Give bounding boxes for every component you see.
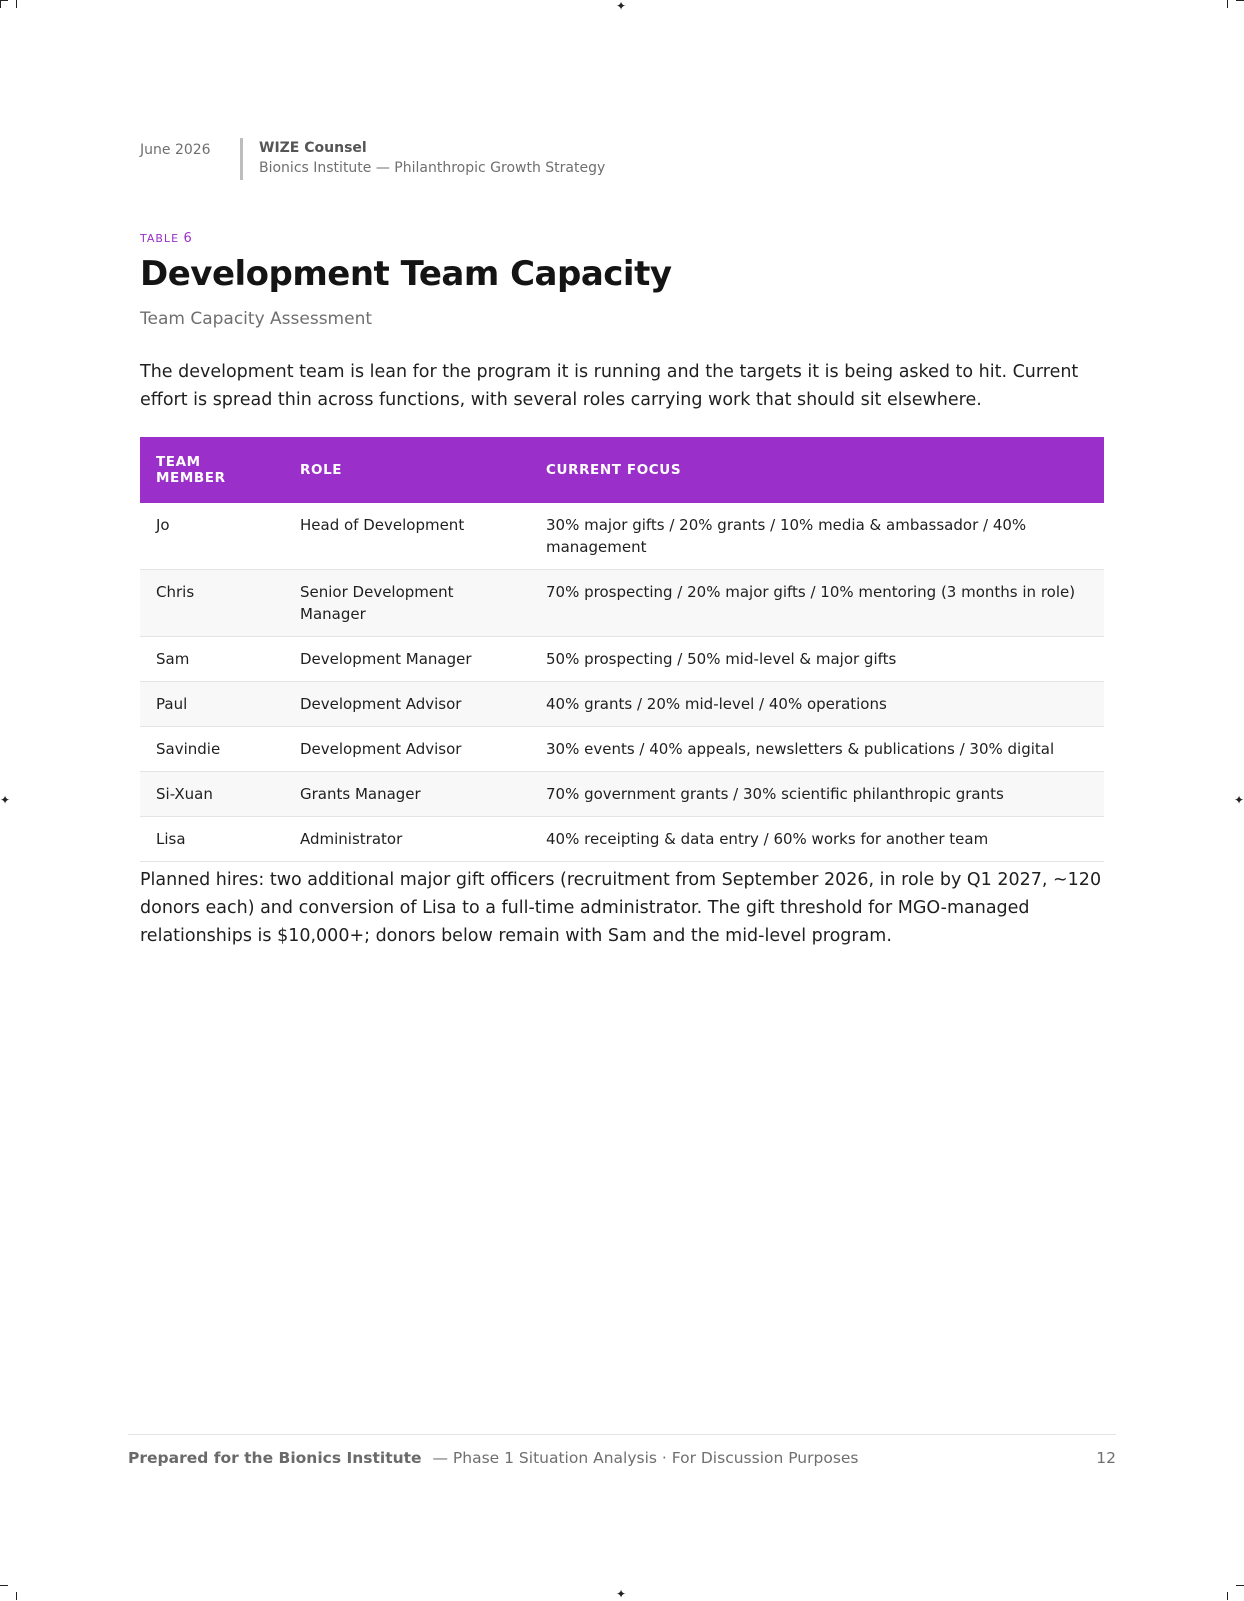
header-divider	[240, 138, 243, 180]
header-subtitle: Bionics Institute — Philanthropic Growth Strategy	[259, 160, 606, 176]
focus-cell: 30% events / 40% appeals, newsletters & publications / 30% digital	[530, 727, 1104, 772]
role-cell: Development Advisor	[284, 727, 530, 772]
role-cell: Development Advisor	[284, 682, 530, 727]
focus-cell: 70% prospecting / 20% major gifts / 10% mentoring (3 months in role)	[530, 570, 1104, 637]
crop-mark-top-right	[1236, 0, 1244, 1]
intro-paragraph: The development team is lean for the program it is running and the targets it is being asked to hit. Current effort is spread thin across functions, with several roles carrying work that should sit elsewhere.	[140, 362, 1079, 410]
team-capacity-table	[140, 437, 1104, 862]
crop-mark-bottom-right	[1236, 1585, 1244, 1586]
table-row	[140, 503, 1104, 570]
document-header	[140, 138, 605, 180]
page-number: 12	[1096, 1449, 1116, 1467]
team-member-cell: Jo	[140, 503, 284, 570]
registration-mark-icon: ✦	[1233, 793, 1244, 807]
team-member-cell: Si-Xuan	[140, 772, 284, 817]
focus-cell: 40% receipting & data entry / 60% works for another team	[530, 817, 1104, 862]
column-header-role: ROLE	[284, 437, 530, 503]
page-title: Development Team Capacity	[140, 254, 672, 294]
focus-cell: 30% major gifts / 20% grants / 10% media & ambassador / 40% management	[530, 503, 1104, 570]
focus-cell: 70% government grants / 30% scientific philanthropic grants	[530, 772, 1104, 817]
team-member-cell: Lisa	[140, 817, 284, 862]
table-row	[140, 772, 1104, 817]
table-row	[140, 682, 1104, 727]
header-org-block	[259, 138, 605, 178]
table-eyebrow	[140, 231, 192, 246]
table-header-row	[140, 437, 1104, 503]
registration-mark-icon: ✦	[616, 1587, 627, 1601]
focus-cell: 50% prospecting / 50% mid-level & major gifts	[530, 637, 1104, 682]
footer-divider	[128, 1434, 1116, 1435]
crop-mark-top-left	[16, 0, 17, 8]
role-cell: Senior Development Manager	[284, 570, 530, 637]
page-footer	[128, 1449, 859, 1467]
role-cell: Grants Manager	[284, 772, 530, 817]
table-row	[140, 727, 1104, 772]
role-cell: Administrator	[284, 817, 530, 862]
crop-mark-top-right	[1227, 0, 1228, 8]
page-subtitle: Team Capacity Assessment	[140, 309, 373, 329]
crop-mark-top-left	[0, 0, 8, 1]
role-cell: Development Manager	[284, 637, 530, 682]
team-member-cell: Savindie	[140, 727, 284, 772]
table-row	[140, 637, 1104, 682]
eyebrow-number: 6	[183, 231, 192, 246]
header-org: WIZE Counsel	[259, 140, 367, 156]
crop-mark-bottom-left	[16, 1592, 17, 1600]
team-member-cell: Chris	[140, 570, 284, 637]
crop-mark-bottom-right	[1227, 1592, 1228, 1600]
column-header-current-focus: CURRENT FOCUS	[530, 437, 1104, 503]
footer-prepared-for: Prepared for the Bionics Institute	[128, 1449, 422, 1467]
crop-mark-top-left	[0, 0, 1, 8]
footer-note: — Phase 1 Situation Analysis · For Discussion Purposes	[432, 1449, 859, 1467]
focus-cell: 40% grants / 20% mid-level / 40% operations	[530, 682, 1104, 727]
team-member-cell: Sam	[140, 637, 284, 682]
eyebrow-label: TABLE	[140, 232, 180, 245]
registration-mark-icon: ✦	[616, 0, 627, 13]
role-cell: Head of Development	[284, 503, 530, 570]
registration-mark-icon: ✦	[0, 793, 11, 807]
column-header-team-member: TEAM MEMBER	[140, 437, 284, 503]
table-row	[140, 570, 1104, 637]
team-member-cell: Paul	[140, 682, 284, 727]
table-row	[140, 817, 1104, 862]
closing-paragraph: Planned hires: two additional major gift officers (recruitment from September 2026, in role by Q1 2027, ~120 donors each) and conversion of Lisa to a full-time administrator. The gift threshold for MGO-managed relationships is $10,000+; donors below remain with Sam and the mid-level program.	[140, 870, 1102, 946]
crop-mark-bottom-left	[0, 1585, 8, 1586]
header-date: June 2026	[140, 142, 211, 158]
